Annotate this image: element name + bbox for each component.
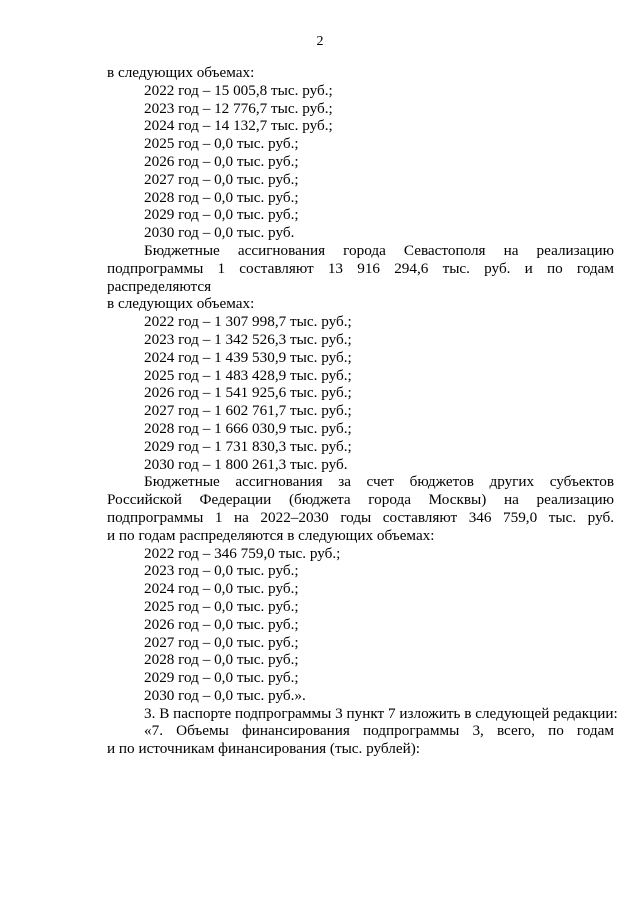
year-line: 2026 год – 1 541 925,6 тыс. руб.; bbox=[144, 384, 352, 402]
year-line: 2028 год – 0,0 тыс. руб.; bbox=[144, 651, 299, 669]
year-line: 2027 год – 0,0 тыс. руб.; bbox=[144, 633, 299, 651]
item-3-line: 3. В паспорте подпрограммы 3 пункт 7 изложить в следующей редакции: bbox=[144, 704, 618, 722]
year-line: 2030 год – 0,0 тыс. руб.». bbox=[144, 686, 306, 704]
year-line: 2028 год – 1 666 030,9 тыс. руб.; bbox=[144, 419, 352, 437]
year-line: 2027 год – 1 602 761,7 тыс. руб.; bbox=[144, 402, 352, 420]
year-line: 2024 год – 0,0 тыс. руб.; bbox=[144, 580, 299, 598]
paragraph-line: Бюджетные ассигнования за счет бюджетов других субъектов bbox=[144, 473, 614, 491]
year-line: 2026 год – 0,0 тыс. руб.; bbox=[144, 615, 299, 633]
document-body bbox=[107, 64, 618, 758]
paragraph-line: подпрограммы 1 составляют 13 916 294,6 тыс. руб. и по годам распределяются bbox=[107, 259, 614, 295]
year-line: 2028 год – 0,0 тыс. руб.; bbox=[144, 188, 299, 206]
year-line: 2022 год – 1 307 998,7 тыс. руб.; bbox=[144, 313, 352, 331]
year-line: 2023 год – 12 776,7 тыс. руб.; bbox=[144, 99, 333, 117]
year-line: 2023 год – 1 342 526,3 тыс. руб.; bbox=[144, 330, 352, 348]
year-line: 2022 год – 15 005,8 тыс. руб.; bbox=[144, 81, 333, 99]
year-line: 2022 год – 346 759,0 тыс. руб.; bbox=[144, 544, 341, 562]
paragraph-line: Российской Федерации (бюджета города Москвы) на реализацию bbox=[107, 491, 614, 509]
year-line: 2025 год – 0,0 тыс. руб.; bbox=[144, 135, 299, 153]
year-line: 2023 год – 0,0 тыс. руб.; bbox=[144, 562, 299, 580]
page-number: 2 bbox=[316, 34, 324, 49]
year-line: 2029 год – 0,0 тыс. руб.; bbox=[144, 669, 299, 687]
year-line: 2024 год – 14 132,7 тыс. руб.; bbox=[144, 117, 333, 135]
year-line: 2024 год – 1 439 530,9 тыс. руб.; bbox=[144, 348, 352, 366]
quote-line: и по источникам финансирования (тыс. рублей): bbox=[107, 740, 421, 758]
year-line: 2030 год – 0,0 тыс. руб. bbox=[144, 224, 295, 242]
paragraph-line: подпрограммы 1 на 2022–2030 годы составляют 346 759,0 тыс. руб. bbox=[107, 508, 614, 526]
year-line: 2026 год – 0,0 тыс. руб.; bbox=[144, 152, 299, 170]
quote-line: «7. Объемы финансирования подпрограммы 3, всего, по годам bbox=[144, 722, 614, 740]
paragraph-line: и по годам распределяются в следующих объемах: bbox=[107, 526, 435, 544]
paragraph-line: Бюджетные ассигнования города Севастополя на реализацию bbox=[144, 241, 614, 259]
year-line: 2025 год – 0,0 тыс. руб.; bbox=[144, 597, 299, 615]
year-line: 2025 год – 1 483 428,9 тыс. руб.; bbox=[144, 366, 352, 384]
year-line: 2030 год – 1 800 261,3 тыс. руб. bbox=[144, 455, 348, 473]
year-line: 2029 год – 1 731 830,3 тыс. руб.; bbox=[144, 437, 352, 455]
paragraph-line: в следующих объемах: bbox=[107, 295, 255, 313]
year-line: 2029 год – 0,0 тыс. руб.; bbox=[144, 206, 299, 224]
year-line: 2027 год – 0,0 тыс. руб.; bbox=[144, 170, 299, 188]
intro-line: в следующих объемах: bbox=[107, 64, 255, 81]
